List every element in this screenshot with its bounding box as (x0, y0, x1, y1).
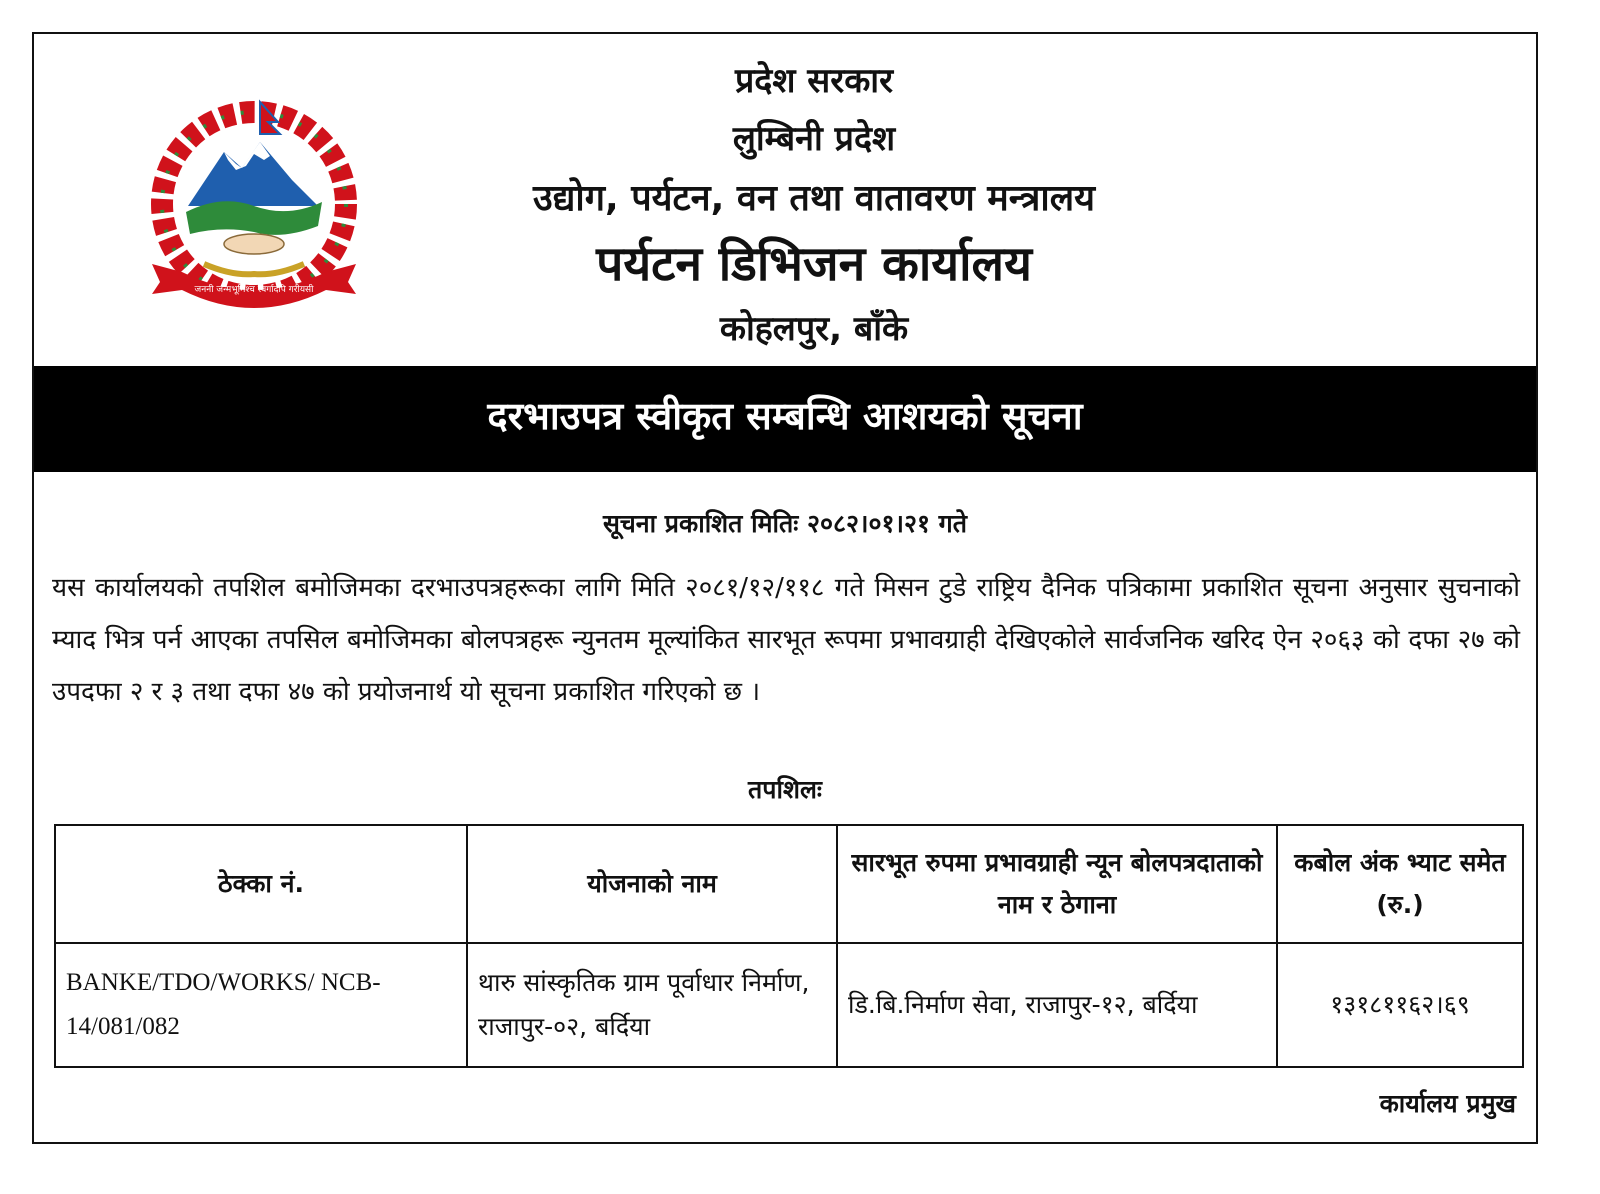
notice-body: यस कार्यालयको तपशिल बमोजिमका दरभाउपत्रहरूका लागि मिति २०८१/१२/११८ गते मिसन टुडे राष्ट्रिय दैनिक पत्रिकामा प्रकाशित सूचना अनुसार सुचनाको म्याद भित्र पर्न आएका तपसिल बमोजिमका बोलपत्रहरू न्युनतम मूल्यांकित सारभूत रूपमा प्रभावग्राही देखिएकोले सार्वजनिक खरिद ऐन २०६३ को दफा २७ को उपदफा २ र ३ तथा दफा ४७ को प्रयोजनार्थ यो सूचना प्रकाशित गरिएको छ । (52, 573, 1520, 707)
header-office: पर्यटन डिभिजन कार्यालय (596, 236, 1032, 292)
header-province: लुम्बिनी प्रदेश (732, 119, 896, 159)
col-header-project-name: योजनाको नाम (467, 825, 837, 943)
details-table (54, 824, 1524, 1068)
cell-amount: १३१८११६२।६९ (1277, 943, 1523, 1067)
col-header-amount: कबोल अंक भ्याट समेत (रु.) (1277, 825, 1523, 943)
notice-title: दरभाउपत्र स्वीकृत सम्बन्धि आशयको सूचना (34, 366, 1536, 472)
header-ministry: उद्योग, पर्यटन, वन तथा वातावरण मन्त्रालय (533, 178, 1095, 219)
header-location: कोहलपुर, बाँके (719, 309, 909, 349)
nepal-emblem-icon (142, 94, 366, 316)
cell-project-name: थारु सांस्कृतिक ग्राम पूर्वाधार निर्माण, राजापुर-०२, बर्दिया (467, 943, 837, 1067)
emblem-motto: जननी जन्मभूमिश्च स्वर्गादपि गरीयसी (194, 285, 314, 295)
signature-title: कार्यालय प्रमुख (1379, 1089, 1516, 1118)
table-header-row (55, 825, 1523, 943)
table-row (55, 943, 1523, 1067)
publish-date: सूचना प्रकाशित मितिः २०८२।०१।२१ गते (602, 509, 968, 538)
cell-contract-no: BANKE/TDO/WORKS/ NCB- 14/081/082 (55, 943, 467, 1067)
notice-frame (32, 32, 1538, 1144)
col-header-bidder: सारभूत रुपमा प्रभावग्राही न्यून बोलपत्रदाताको नाम र ठेगाना (837, 825, 1277, 943)
details-heading: तपशिलः (748, 775, 822, 804)
cell-bidder: डि.बि.निर्माण सेवा, राजापुर-१२, बर्दिया (837, 943, 1277, 1067)
header-government: प्रदेश सरकार (734, 61, 894, 101)
col-header-contract-no: ठेक्का नं. (55, 825, 467, 943)
